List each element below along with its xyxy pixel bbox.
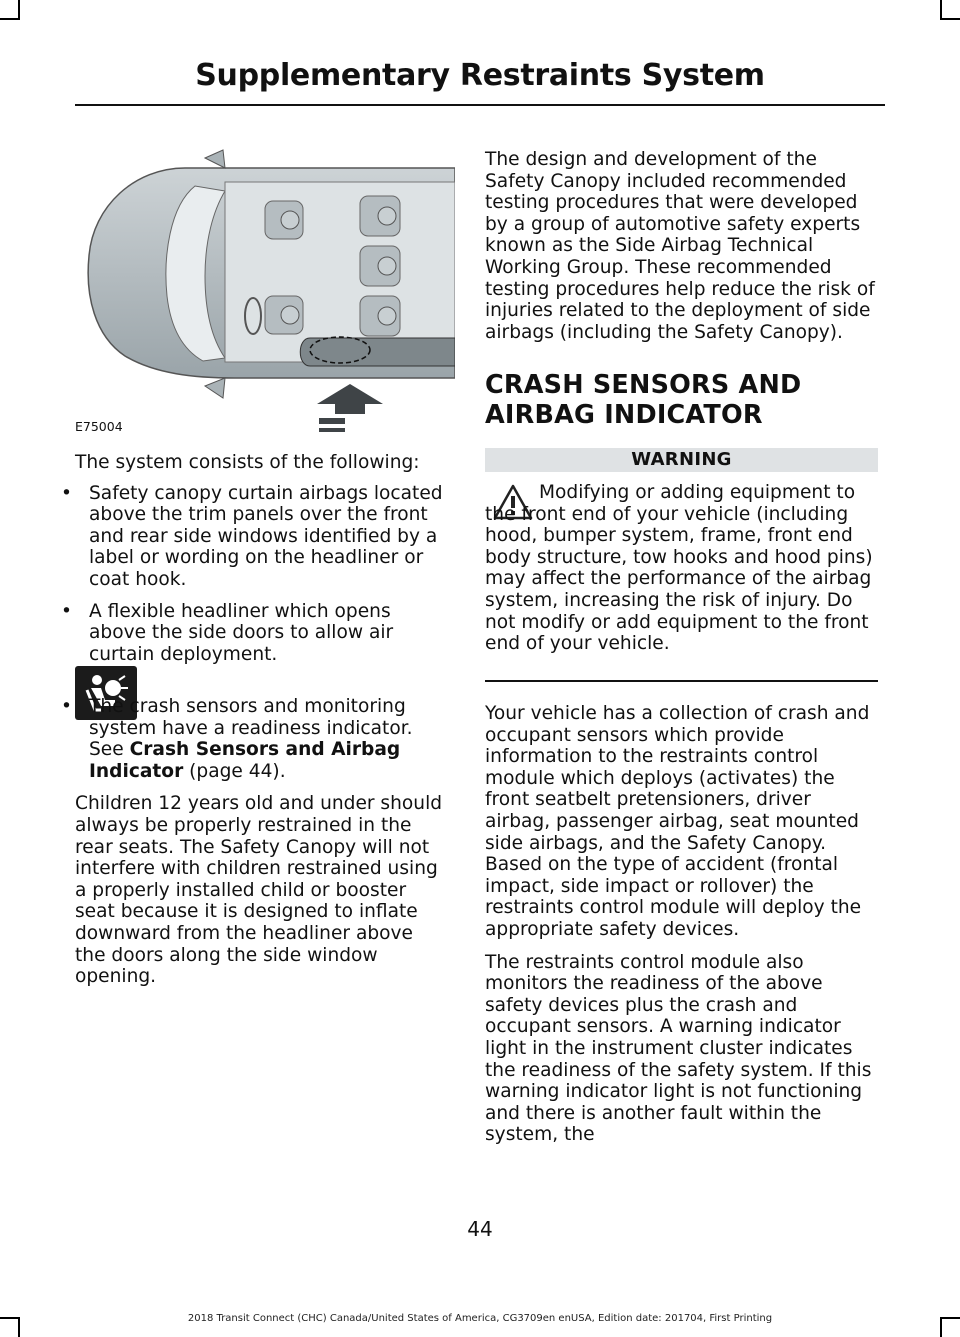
left-column bbox=[61, 452, 447, 665]
section-heading: CRASH SENSORS AND AIRBAG INDICATOR bbox=[485, 370, 802, 430]
vehicle-safety-canopy-illustration bbox=[75, 146, 455, 438]
warning-divider bbox=[485, 680, 878, 682]
children-paragraph: Children 12 years old and under should always be properly restrained in the rear seats. The Safety Canopy will not interfere with children restrained using a properly installed child or booster seat because it is designed to inflate downward from the headliner above the doors along the side window opening. bbox=[75, 793, 443, 988]
header-divider bbox=[75, 104, 885, 106]
crop-mark bbox=[0, 18, 20, 20]
list-item: • Safety canopy curtain airbags located above the trim panels over the front and rear side windows identified by a label or wording on the headliner or coat hook. bbox=[61, 482, 443, 590]
warning-label: WARNING bbox=[485, 448, 878, 472]
list-item: • A flexible headliner which opens above the side doors to allow air curtain deployment. bbox=[61, 600, 394, 665]
right-column-lower bbox=[485, 703, 880, 1146]
right-column-top bbox=[485, 149, 880, 343]
crop-mark bbox=[940, 18, 960, 20]
cross-reference-link[interactable]: Crash Sensors and Airbag Indicator bbox=[89, 739, 401, 782]
footer-text: 2018 Transit Connect (CHC) Canada/United States of America, CG3709en enUSA, Edition date: 201704, First Printing bbox=[187, 1313, 773, 1324]
sensors-paragraph: Your vehicle has a collection of crash and occupant sensors which provide information to the restraints control module which deploys (activates) the front seatbelt pretensioners, driver airbag, passenger airbag, seat mounted side airbags, and the Safety Canopy. Based on the type of accident (frontal impact, side impact or rollover) the restraints control module will deploy the appropriate safety devices. bbox=[485, 703, 870, 940]
design-paragraph: The design and development of the Safety Canopy included recommended testing procedures that were developed by a group of automotive safety experts known as the Side Airbag Technical Working Group. These recommended testing procedures help reduce the risk of injuries related to the deployment of side airbags (including the Safety Canopy). bbox=[485, 149, 875, 343]
up-arrow-icon bbox=[317, 384, 383, 414]
crop-mark bbox=[940, 0, 942, 20]
page-number: 44 bbox=[467, 1217, 493, 1241]
intro-text: The system consists of the following: bbox=[75, 452, 420, 473]
warning-text: Modifying or adding equipment to the front end of your vehicle (including hood, bumper system, frame, front end body structure, tow hooks and hood pins) may affect the performance of the airbag system, increasing the risk of injury. Do not modify or add equipment to the front end of your vehicle. bbox=[485, 482, 873, 655]
left-column-lower bbox=[61, 696, 447, 988]
page-title: Supplementary Restraints System bbox=[195, 58, 765, 93]
crop-mark bbox=[18, 0, 20, 20]
module-paragraph: The restraints control module also monitors the readiness of the above safety devices plus the crash and occupant sensors. A warning indicator light in the instrument cluster indicates the readiness of the safety system. If this warning indicator light is not functioning and there is another fault within the system, the bbox=[485, 951, 872, 1146]
figure-id: E75004 bbox=[75, 419, 123, 434]
list-item: • The crash sensors and monitoring system have a readiness indicator. See Crash Sensors and Airbag Indicator (page 44). bbox=[61, 696, 413, 782]
